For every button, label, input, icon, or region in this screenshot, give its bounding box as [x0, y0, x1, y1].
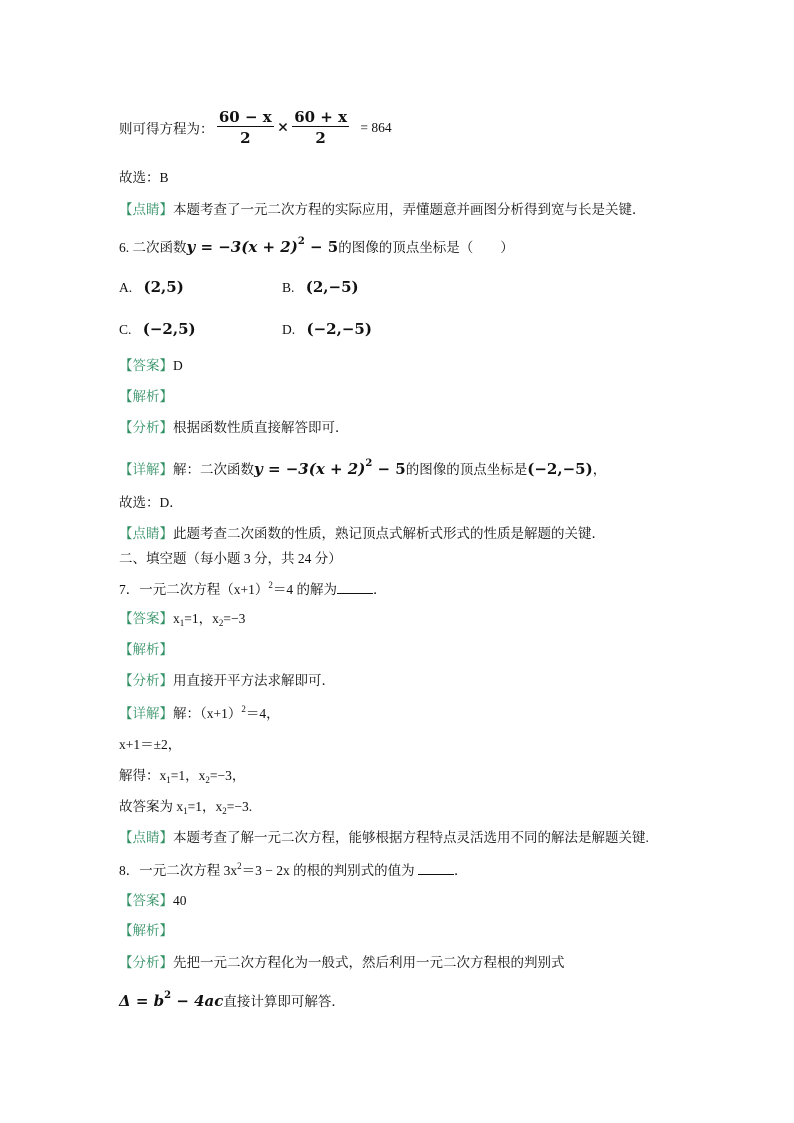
option-b-value: (2,−5): [305, 278, 359, 296]
step-7a: x+1＝±2，: [119, 737, 182, 752]
answer-choice-6: 故选：D．: [119, 495, 183, 510]
option-b: [282, 278, 359, 296]
detail-text: 解：二次函数: [173, 462, 254, 477]
question-8-b: ＝3 − 2x 的根的判别式的值为: [241, 863, 418, 878]
subscript-1: 1: [166, 775, 171, 785]
question-6: [119, 236, 514, 256]
question-8-a: 8．一元二次方程 3x: [119, 863, 238, 878]
question-8-c: ．: [454, 863, 468, 878]
subscript-2: 2: [222, 806, 227, 816]
step-7b-c: =−3，: [209, 768, 246, 783]
answer-7-b: =1，x: [184, 611, 219, 626]
question-7-a: 7．一元二次方程（x+1）: [119, 582, 269, 597]
answer-value: D: [173, 358, 183, 373]
answer-blank: [418, 874, 454, 875]
option-b-label: B.: [282, 280, 295, 295]
question-8-sup: 2: [237, 861, 242, 871]
detail-expr: y = −3(x + 2): [254, 460, 366, 478]
detail-mid: 的图像的顶点坐标是: [405, 462, 528, 477]
question-7-b: ＝4 的解为: [272, 582, 337, 597]
question-7-c: ．: [373, 582, 387, 597]
detail-7-a: 解：（x+1）: [173, 706, 242, 721]
comment-text: 此题考查二次函数的性质，熟记顶点式解析式形式的性质是解题的关键．: [173, 526, 605, 541]
question-6-expr-tail: − 5: [304, 238, 339, 256]
subscript-2: 2: [218, 618, 224, 628]
question-8: [119, 859, 468, 879]
answer-tag: 【答案】: [119, 358, 173, 373]
discriminant-exp: 2: [164, 990, 172, 1001]
analysis-text: 先把一元二次方程化为一般式，然后利用一元二次方程根的判别式: [173, 955, 565, 970]
section-2-heading: 二、填空题（每小题 3 分，共 24 分）: [119, 551, 342, 566]
detail-expr-tail: − 5: [372, 460, 406, 478]
detail-point: (−2,−5): [527, 460, 593, 478]
detail-exp: 2: [365, 458, 373, 469]
comment-text: 本题考查了一元二次方程的实际应用，弄懂题意并画图分析得到宽与长是关键．: [173, 202, 646, 217]
fraction-right-denominator: 2: [315, 129, 326, 147]
comment-tag: 【点睛】: [119, 526, 173, 541]
answer-choice-5: 故选：B: [119, 170, 169, 185]
answer-6: [119, 354, 183, 374]
option-d-label: D.: [282, 322, 296, 337]
answer-value: 40: [173, 893, 187, 908]
equation-intro: 则可得方程为：: [119, 121, 214, 137]
option-a: [119, 278, 184, 296]
analysis-tag: 【分析】: [119, 955, 173, 970]
step-7b-b: =1，x: [170, 768, 206, 783]
detail-7-b: ＝4，: [245, 706, 280, 721]
answer-7-a: x: [173, 611, 180, 626]
option-a-label: A.: [119, 280, 133, 295]
comment-5: [119, 198, 646, 218]
answer-7: [119, 607, 245, 627]
question-7-sup: 2: [268, 580, 273, 590]
answer-blank: [337, 593, 373, 594]
analysis-tag: 【分析】: [119, 673, 173, 688]
detail-end: ，: [592, 462, 607, 477]
times-sign: ×: [277, 119, 289, 136]
question-7: [119, 578, 387, 598]
answer-tag: 【答案】: [119, 611, 173, 626]
detail-tag: 【详解】: [119, 706, 173, 721]
option-c-value: (−2,5): [142, 320, 196, 338]
analysis-6: [119, 416, 349, 436]
discriminant-line: [119, 990, 345, 1010]
subscript-2: 2: [205, 775, 210, 785]
analysis-7: [119, 669, 335, 689]
step-7c-a: 故答案为 x: [119, 799, 184, 814]
equation-line: [119, 108, 392, 147]
analysis-text: 根据函数性质直接解答即可．: [173, 420, 349, 435]
step-7c-c: =−3.: [226, 799, 253, 814]
step-7c-b: =1，x: [187, 799, 223, 814]
step-7b-a: 解得：x: [119, 768, 167, 783]
question-6-suffix: 的图像的顶点坐标是（ ）: [338, 240, 514, 255]
subscript-1: 1: [183, 806, 188, 816]
comment-tag: 【点睛】: [119, 202, 173, 217]
fraction-left-numerator: 60 − x: [218, 108, 272, 126]
equation-result: = 864: [360, 119, 392, 135]
analysis-heading-8: 【解析】: [119, 923, 173, 938]
answer-tag: 【答案】: [119, 893, 173, 908]
option-d-value: (−2,−5): [306, 320, 372, 338]
analysis-8: [119, 951, 565, 971]
fraction-right: [292, 108, 349, 147]
analysis-tag: 【分析】: [119, 420, 173, 435]
analysis-text: 用直接开平方法求解即可．: [173, 673, 335, 688]
detail-6: [119, 458, 606, 478]
answer-8: [119, 889, 187, 909]
fraction-right-numerator: 60 + x: [294, 108, 348, 126]
fraction-left-denominator: 2: [240, 129, 251, 147]
comment-7: [119, 826, 649, 846]
analysis-heading-7: 【解析】: [119, 642, 173, 657]
option-c-label: C.: [119, 322, 132, 337]
question-6-expr: y = −3(x + 2): [186, 238, 298, 256]
comment-text: 本题考查了解一元二次方程，能够根据方程特点灵活选用不同的解法是解题关键.: [173, 830, 649, 845]
detail-tag: 【详解】: [119, 462, 173, 477]
analysis-heading-6: 【解析】: [119, 389, 173, 404]
step-7b: [119, 764, 245, 784]
fraction-left: [217, 108, 274, 147]
option-c: [119, 320, 196, 338]
question-6-prefix: 6. 二次函数: [119, 240, 187, 255]
subscript-1: 1: [179, 618, 185, 628]
comment-6: [119, 522, 605, 542]
step-7c: [119, 795, 252, 815]
answer-7-c: =−3: [223, 611, 246, 626]
discriminant-expr-tail: − 4ac: [171, 992, 224, 1010]
discriminant-expr: Δ = b: [119, 992, 165, 1010]
comment-tag: 【点睛】: [119, 830, 173, 845]
option-a-value: (2,5): [143, 278, 184, 296]
detail-7-sup: 2: [241, 704, 246, 714]
discriminant-text: 直接计算即可解答．: [223, 994, 345, 1009]
option-d: [282, 320, 372, 338]
detail-7: [119, 702, 280, 722]
question-6-exp: 2: [297, 236, 305, 247]
